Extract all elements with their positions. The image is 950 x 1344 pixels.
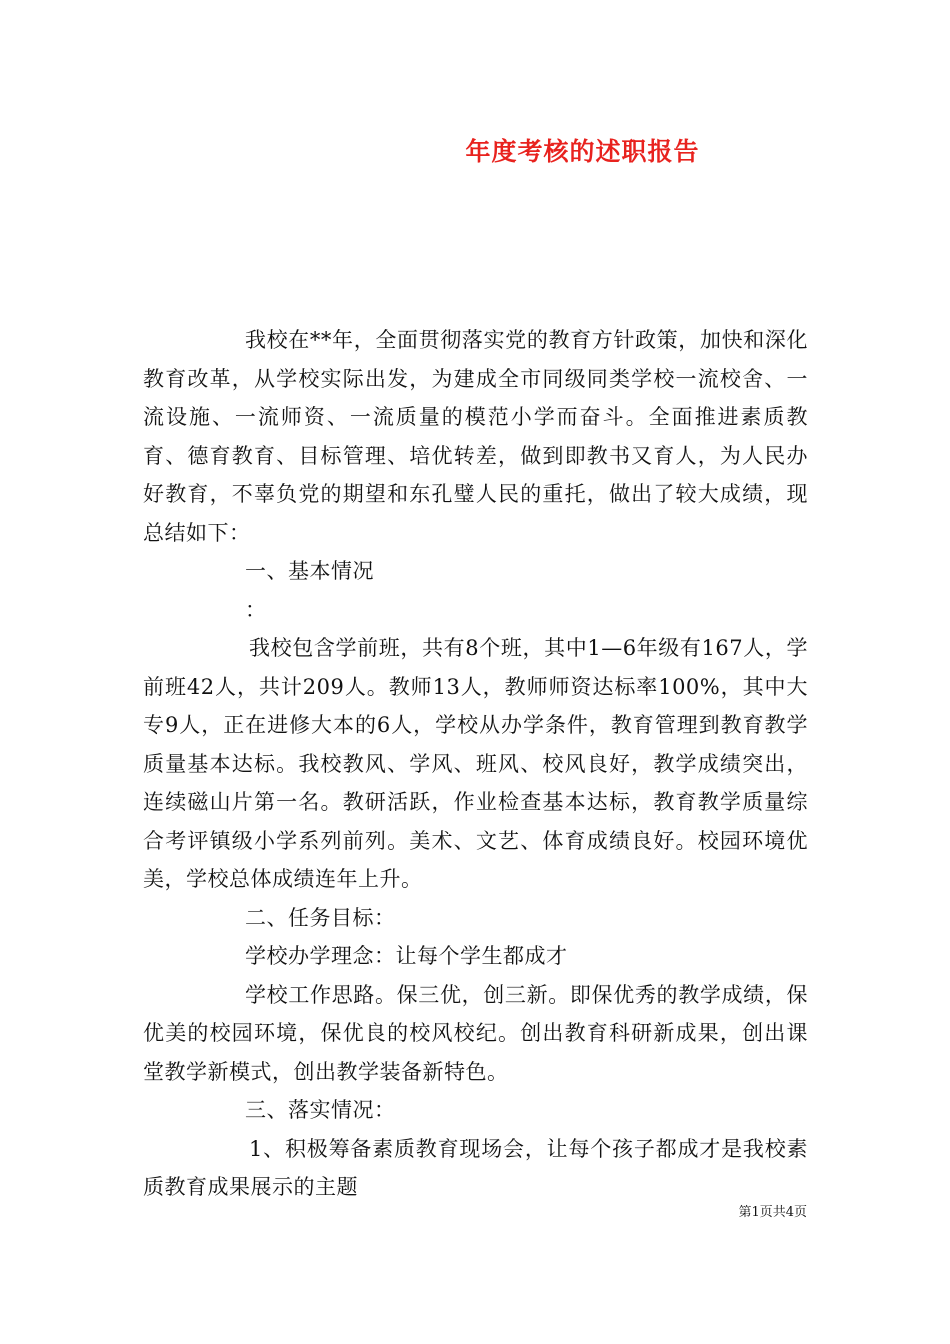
section-heading-basic: 一、基本情况 bbox=[245, 559, 374, 583]
implementation-item-1: 1、积极筹备素质教育现场会，让每个孩子都成才是我校素质教育成果展示的主题 bbox=[143, 1136, 808, 1199]
section-heading-implementation: 三、落实情况： bbox=[245, 1098, 396, 1122]
colon-line: ： bbox=[245, 597, 267, 622]
section-heading-goals: 二、任务目标： bbox=[245, 905, 396, 930]
intro-paragraph: 我校在**年，全面贯彻落实党的教育方针政策，加快和深化教育改革，从学校实际出发，为建成全市同级同类学校一流校舍、一流设施、一流师资、一流质量的模范小学而奋斗。全面推进素质教育、德育教育、目标管理、培优转差，做到即教书又育人，为人民办好教育，不辜负党的期望和东孔璧人民的重托，做出了较大成绩，现总结如下： bbox=[143, 328, 808, 545]
document-body bbox=[143, 321, 808, 1207]
school-philosophy: 学校办学理念：让每个学生都成才 bbox=[245, 944, 568, 968]
page-number: 第1页共4页 bbox=[738, 1205, 807, 1220]
page-title: 年度考核的述职报告 bbox=[465, 137, 700, 166]
basic-info-paragraph: 我校包含学前班，共有8个班，其中1—6年级有167人，学前班42人，共计209人。教师13人，教师师资达标率100%，其中大专9人，正在进修大本的6人，学校从办学条件，教育管理到教育教学质量基本达标。我校教风、学风、班风、校风良好，教学成绩突出，连续磁山片第一名。教研活跃，作业检查基本达标，教育教学质量综合考评镇级小学系列前列。美术、文艺、体育成绩良好。校园环境优美，学校总体成绩连年上升。 bbox=[143, 636, 808, 891]
work-idea-paragraph: 学校工作思路。保三优，创三新。即保优秀的教学成绩，保优美的校园环境，保优良的校风校纪。创出教育科研新成果，创出课堂教学新模式，创出教学装备新特色。 bbox=[143, 982, 808, 1084]
